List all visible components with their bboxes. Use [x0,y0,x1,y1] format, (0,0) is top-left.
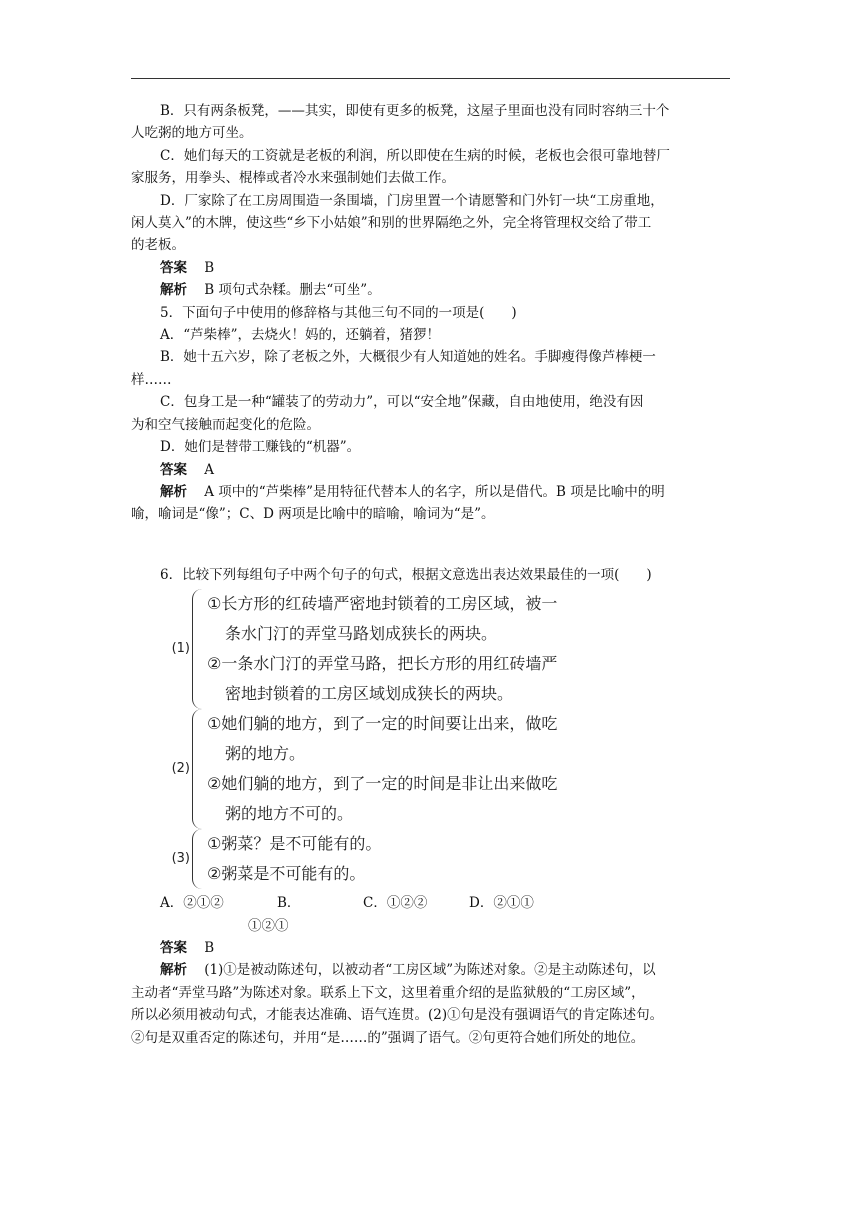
answer-value: B [204,259,215,276]
q6-option-c: C．①②② [363,895,428,912]
q4-option-b-line1: B．只有两条板凳，——其实，即使有更多的板凳，这屋子里面也没有同时容纳三十个 [160,103,670,119]
q6-answer [131,937,731,959]
q4-option-d-line3: 的老板。 [131,237,185,254]
brace-icon [192,709,205,829]
brace-icon [192,829,205,889]
answer-value: A [204,461,214,478]
sentence-group-1 [160,589,580,709]
q4-option-b-line2: 人吃粥的地方可坐。 [131,125,253,142]
group-number: (2) [171,761,190,777]
q5-analysis [131,481,731,503]
analysis-label: 解析 [160,962,187,979]
group-number: (3) [171,851,190,867]
q5-option-c-line2: 为和空气接触而起变化的危险。 [131,416,320,433]
sentence-group-3 [160,829,580,889]
sentence-2-line2: 密地封锁着的工房区域划成狭长的两块。 [225,684,514,704]
header-rule [131,78,730,79]
q6-options [131,892,731,937]
q5-option-d: D．她们是替带工赚钱的“机器”。 [160,439,361,456]
analysis-text-line1: A 项中的“芦柴棒”是用特征代替本人的名字，所以是借代。B 项是比喻中的明 [204,483,665,500]
q5-option-c-line1: C．包身工是一种“罐装了的劳动力”，可以“安全地”保藏，自由地使用，绝没有因 [160,394,644,411]
answer-label: 答案 [160,259,187,276]
analysis-label: 解析 [160,483,187,500]
group-number: (1) [171,641,190,657]
q4-option-c-line1: C．她们每天的工资就是老板的利润，所以即使在生病的时候，老板也会很可靠地替厂 [160,147,670,164]
analysis-text-line1: (1)①是被动陈述句，以被动者“工房区域”为陈述对象。②是主动陈述句，以 [204,962,656,979]
answer-label: 答案 [160,939,187,956]
q4-option-d-line2: 闲人莫入”的木牌，使这些“乡下小姑娘”和别的世界隔绝之外，完全将管理权交给了带工 [131,215,652,232]
q5-option-b-line1: B．她十五六岁，除了老板之外，大概很少有人知道她的姓名。手脚瘦得像芦棒梗一 [160,349,656,366]
q4-option-c-line2: 家服务，用拳头、棍棒或者冷水来强制她们去做工作。 [131,170,455,187]
q6-analysis [131,959,731,981]
answer-label: 答案 [160,461,187,478]
page-body [131,100,731,1049]
sentence-1-line2: 粥的地方。 [225,744,306,764]
sentence-1-line1: ①长方形的红砖墙严密地封锁着的工房区域，被一 [207,594,558,614]
answer-value: B [204,939,215,956]
q5-answer [131,459,731,481]
q6-option-a: A．②①② [160,895,224,912]
sentence-2-line2: 粥的地方不可的。 [225,804,354,824]
q4-answer [131,257,731,279]
analysis-text: B 项句式杂糅。删去“可坐”。 [204,282,381,299]
sentence-group-2 [160,709,580,829]
sentence-2-line1: ②一条水门汀的弄堂马路，把长方形的用红砖墙严 [207,654,558,674]
sentence-1-line2: 条水门汀的弄堂马路划成狭长的两块。 [225,624,498,644]
q6-analysis-line2: 主动者“弄堂马路”为陈述对象。联系上下文，这里着重介绍的是监狱般的“工房区域”， [131,984,645,1001]
q5-option-b-line2: 样…… [131,371,172,388]
sentence-1-line1: ①粥菜？是不可能有的。 [207,834,382,854]
sentence-2-line1: ②粥菜是不可能有的。 [207,864,366,884]
brace-icon [192,589,205,709]
q6-option-d: D．②①① [469,895,534,912]
q5-stem: 5．下面句子中使用的修辞格与其他三句不同的一项是( ) [160,304,517,321]
sentence-1-line1: ①她们躺的地方，到了一定的时间要让出来，做吃 [207,714,558,734]
q5-analysis-line2: 喻，喻词是“像”；C、D 两项是比喻中的暗喻，喻词为“是”。 [131,506,495,523]
analysis-label: 解析 [160,282,187,299]
q4-option-d-line1: D．厂家除了在工房周围造一条围墙，门房里置一个请愿警和门外钉一块“工房重地， [160,192,664,209]
q6-sentence-groups [160,589,580,889]
sentence-2-line1: ②她们躺的地方，到了一定的时间是非让出来做吃 [207,774,558,794]
q5-option-a: A．“芦柴棒”，去烧火！妈的，还躺着，猪猡！ [160,327,441,344]
q6-option-b: B．①②① [248,895,301,934]
q6-analysis-line4: ②句是双重否定的陈述句，并用“是……的”强调了语气。②句更符合她们所处的地位。 [131,1029,645,1046]
q6-analysis-line3: 所以必须用被动句式，才能表达准确、语气连贯。(2)①句是没有强调语气的肯定陈述句。 [131,1007,664,1024]
q6-stem: 6．比较下列每组句子中两个句子的句式，根据文意选出表达效果最佳的一项( ) [160,566,652,583]
q4-analysis [131,279,731,301]
